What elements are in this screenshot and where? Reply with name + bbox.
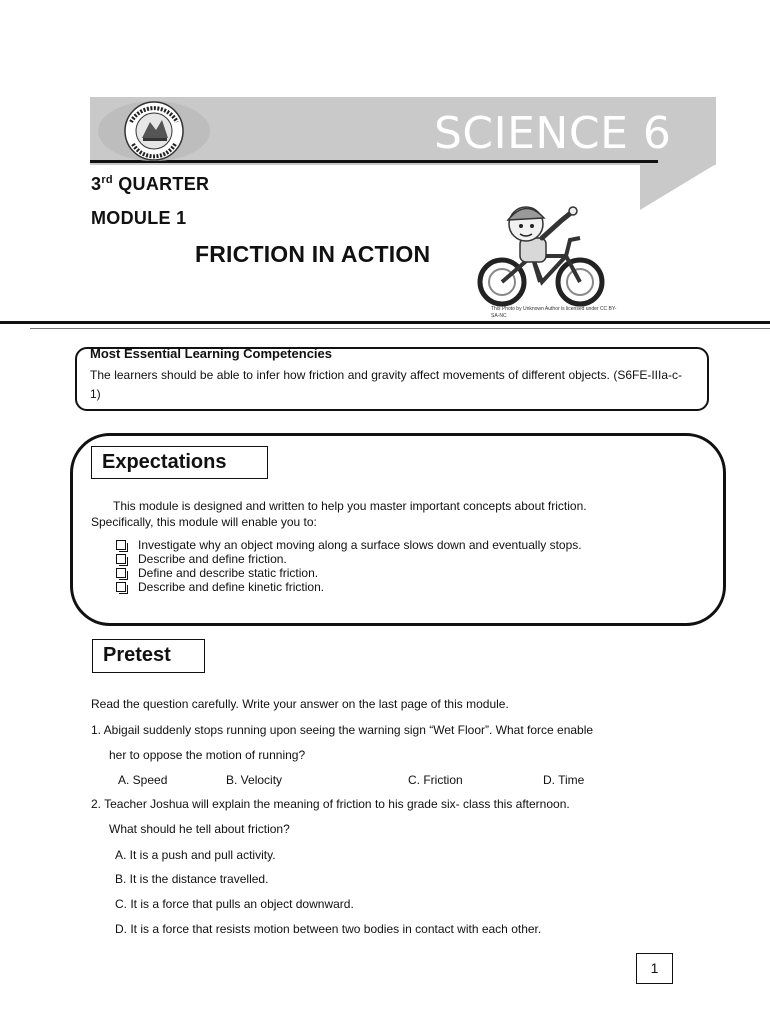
question-1-option-b: B. Velocity	[226, 773, 283, 787]
question-1-options	[118, 773, 618, 787]
divider-thick	[0, 321, 770, 324]
kid-on-bicycle-illustration	[476, 198, 608, 310]
page-number: 1	[636, 953, 673, 984]
question-2-line-2: What should he tell about friction?	[109, 822, 290, 836]
question-2-line-1: 2. Teacher Joshua will explain the meaning of friction to his grade six- class this afternoon.	[91, 797, 570, 811]
quarter-number: 3	[91, 174, 102, 194]
banner-fold	[640, 164, 716, 210]
banner-title: SCIENCE 6	[434, 108, 672, 159]
list-item: Investigate why an object moving along a surface slows down and eventually stops.	[116, 538, 582, 552]
pretest-instruction: Read the question carefully. Write your answer on the last page of this module.	[91, 697, 509, 711]
photo-credit: This Photo by Unknown Author is licensed under CC BY-SA-NC	[491, 306, 617, 319]
question-2-option-d: D. It is a force that resists motion between two bodies in contact with each other.	[115, 922, 542, 936]
page-title: FRICTION IN ACTION	[195, 241, 431, 267]
list-item: Describe and define friction.	[116, 552, 582, 566]
question-1-option-a: A. Speed	[118, 773, 168, 787]
question-1-line-1: 1. Abigail suddenly stops running upon seeing the warning sign “Wet Floor”. What force enable	[91, 723, 594, 737]
checkbox-bullet-icon	[116, 582, 126, 592]
quarter-suffix: rd	[101, 174, 113, 186]
divider-thin	[30, 328, 770, 329]
quarter-heading	[91, 174, 209, 195]
checkbox-bullet-icon	[116, 554, 126, 564]
expectations-label: Expectations	[91, 446, 268, 479]
list-item: Define and describe static friction.	[116, 566, 582, 580]
division-seal-logo	[96, 100, 214, 162]
question-1-line-2: her to oppose the motion of running?	[109, 748, 306, 762]
question-1-option-c: C. Friction	[408, 773, 463, 787]
question-2-option-a: A. It is a push and pull activity.	[115, 848, 276, 862]
list-item: Describe and define kinetic friction.	[116, 580, 582, 594]
quarter-word: QUARTER	[118, 174, 210, 194]
competencies-body: The learners should be able to infer how friction and gravity affect movements of different objects. (S6FE-IIIa-c-1)	[90, 368, 682, 401]
expectations-list	[116, 538, 582, 594]
question-2-option-b: B. It is the distance travelled.	[115, 872, 269, 886]
competencies-title: Most Essential Learning Competencies	[90, 346, 333, 361]
question-1-option-d: D. Time	[543, 773, 585, 787]
checkbox-bullet-icon	[116, 568, 126, 578]
checkbox-bullet-icon	[116, 540, 126, 550]
question-2-option-c: C. It is a force that pulls an object downward.	[115, 897, 354, 911]
expectations-intro	[91, 498, 691, 530]
expectations-intro-line-2: Specifically, this module will enable you to:	[91, 515, 317, 529]
expectations-intro-line-1: This module is designed and written to help you master important concepts about friction.	[113, 499, 587, 513]
pretest-label: Pretest	[92, 639, 205, 673]
module-heading: MODULE 1	[91, 208, 187, 228]
